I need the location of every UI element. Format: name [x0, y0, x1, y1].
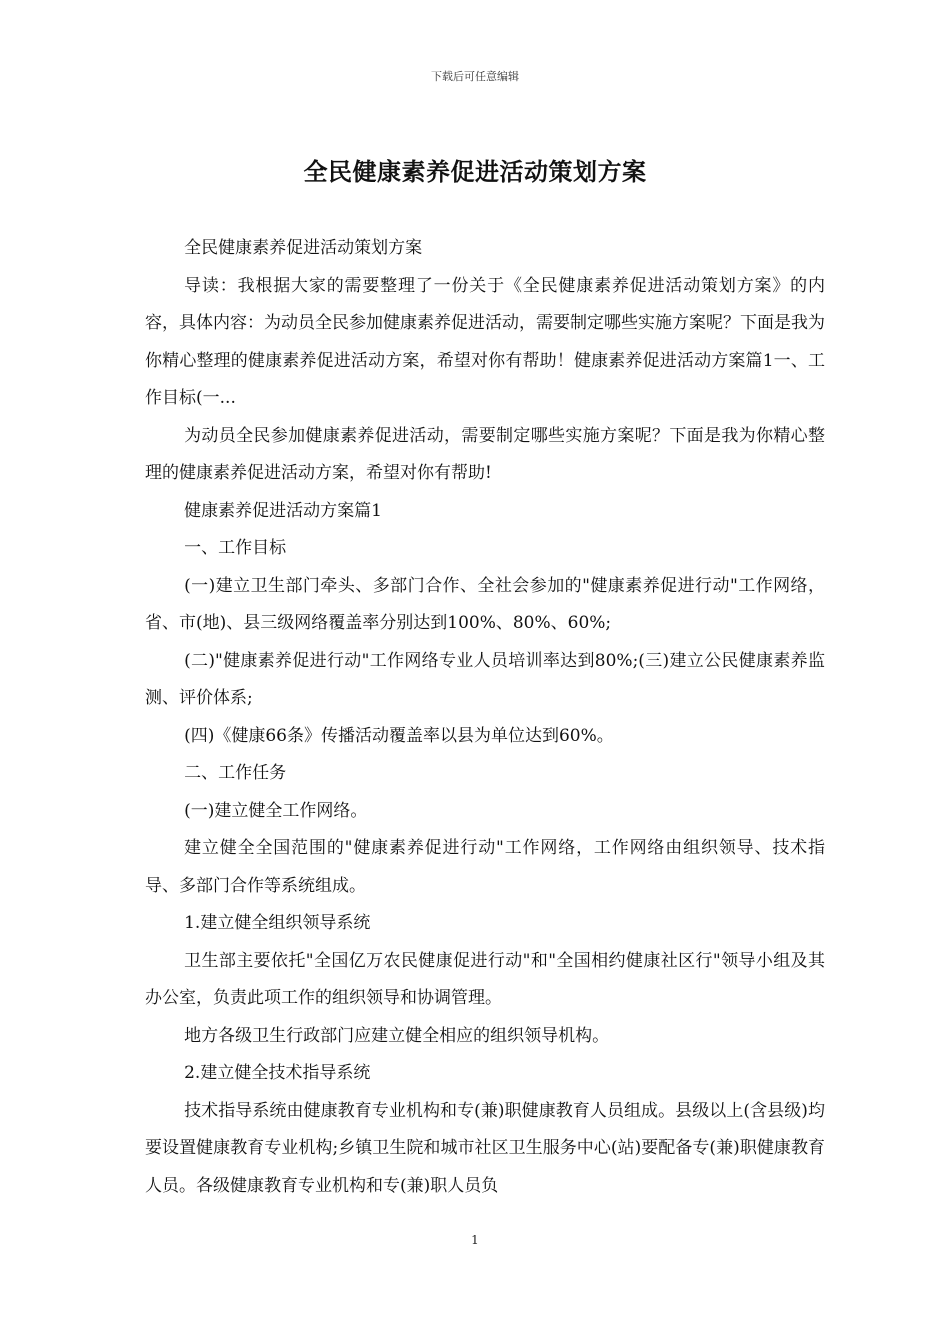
paragraph: 全民健康素养促进活动策划方案	[184, 238, 423, 258]
paragraph: 地方各级卫生行政部门应建立健全相应的组织领导机构。	[184, 1025, 610, 1046]
paragraph: 二、工作任务	[184, 763, 287, 783]
page-header: 下载后可任意编辑	[431, 70, 519, 83]
paragraph: 2.建立健全技术指导系统	[184, 1063, 371, 1083]
paragraph: 为动员全民参加健康素养促进活动，需要制定哪些实施方案呢？下面是我为你精心整理的健康素养促进活动方案，希望对你有帮助!	[145, 425, 825, 483]
page-number: 1	[471, 1233, 479, 1247]
paragraph: 1.建立健全组织领导系统	[184, 913, 371, 933]
paragraph: (一)建立健全工作网络。	[184, 800, 368, 821]
paragraph: 一、工作目标	[184, 538, 287, 558]
paragraph: 卫生部主要依托"全国亿万农民健康促进行动"和"全国相约健康社区行"领导小组及其办公室，负责此项工作的组织领导和协调管理。	[145, 950, 825, 1008]
paragraph: 健康素养促进活动方案篇1	[184, 500, 382, 521]
document-body	[145, 230, 825, 1205]
paragraph: 技术指导系统由健康教育专业机构和专(兼)职健康教育人员组成。县级以上(含县级)均要设置健康教育专业机构;乡镇卫生院和城市社区卫生服务中心(站)要配备专(兼)职健康教育人员。各级健康教育专业机构和专(兼)职人员负	[145, 1100, 825, 1196]
paragraph: 建立健全全国范围的"健康素养促进行动"工作网络，工作网络由组织领导、技术指导、多部门合作等系统组成。	[145, 838, 825, 896]
paragraph: (一)建立卫生部门牵头、多部门合作、全社会参加的"健康素养促进行动"工作网络，省、市(地)、县三级网络覆盖率分别达到100%、80%、60%;	[145, 575, 825, 633]
paragraph: (二)"健康素养促进行动"工作网络专业人员培训率达到80%;(三)建立公民健康素养监测、评价体系;	[145, 650, 825, 708]
paragraph: (四)《健康66条》传播活动覆盖率以县为单位达到60%。	[184, 725, 614, 746]
paragraph: 导读：我根据大家的需要整理了一份关于《全民健康素养促进活动策划方案》的内容，具体内容：为动员全民参加健康素养促进活动，需要制定哪些实施方案呢？下面是我为你精心整理的健康素养促进活动方案，希望对你有帮助！健康素养促进活动方案篇1一、工作目标(一...	[145, 275, 825, 408]
document-title: 全民健康素养促进活动策划方案	[303, 157, 647, 186]
